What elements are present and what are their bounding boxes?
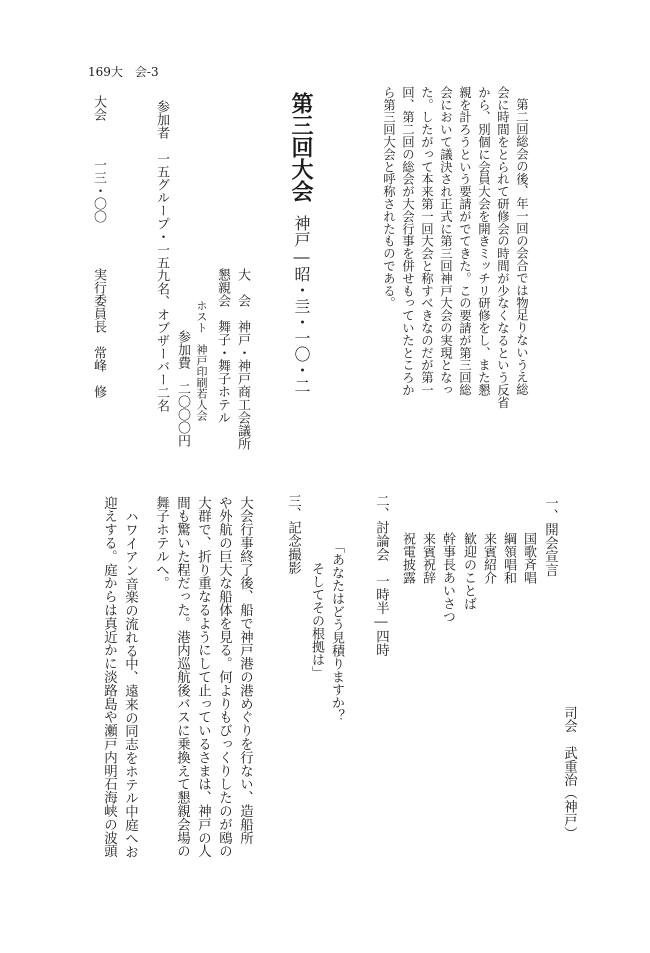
program-welcome: 歓迎のことば bbox=[461, 532, 476, 610]
program-item-1: 一、開会宣言 bbox=[542, 496, 558, 577]
intro-line-5: 会において議決され正式に第三回神戸大会の実現となっ bbox=[438, 86, 454, 396]
program-question-2: そしてその根拠は」 bbox=[309, 562, 324, 679]
narrative-line-2: や外航の巨大な船体を見る。何よりもびっくりしたのが鴎の bbox=[216, 496, 232, 858]
page-title: 第三回大会 bbox=[288, 92, 314, 202]
participants-line: 参加者 一五グループ・一五九名、オブザーバー二名 bbox=[154, 100, 169, 412]
narrative-line-6: ハワイアン音楽の流れる中、遠来の同志をホテル中庭へお bbox=[122, 510, 138, 859]
taikai-value: 一三・〇〇 bbox=[91, 158, 106, 223]
intro-line-2: 会に時間をとられて研修会の時間が少なくなるという反省 bbox=[495, 86, 511, 409]
program-item-2: 二、討論会 一時半―四時 bbox=[373, 494, 389, 657]
page-header: 169大 会-3 bbox=[88, 65, 159, 79]
intro-line-6: た。したがって本来第一回大会と称すべきなのだが第一 bbox=[419, 86, 435, 396]
program-moderator: 司会 武重治（神戸） bbox=[561, 706, 577, 840]
program-koryo: 綱領唱和 bbox=[501, 532, 516, 584]
venue-line: 大 会 神戸・神戸商工会議所 bbox=[235, 268, 250, 450]
narrative-line-1: 大会行事終了後、船で神戸港の港めぐりを行ない、造船所 bbox=[237, 496, 253, 845]
narrative-line-4: 間も驚いた程だった。港内巡航後バスに乗換えて懇親会場の bbox=[174, 496, 190, 858]
party-line: 懇親会 舞子・舞子ホテル bbox=[215, 268, 230, 424]
host-line: ホスト 神戸印刷若人会 bbox=[195, 300, 208, 421]
intro-line-4: 親を計ろうという要請がでてきた。この要請が第三回総 bbox=[457, 86, 473, 396]
program-secretary: 幹事長あいさつ bbox=[440, 532, 455, 623]
program-item-3: 三、記念撮影 bbox=[285, 494, 301, 575]
intro-line-7: 回、第二回の総会が大会行事を併せもっていたところか bbox=[400, 86, 416, 396]
narrative-line-5: 舞子ホテルへ。 bbox=[153, 496, 169, 590]
program-telegram: 祝電披露 bbox=[400, 532, 415, 584]
taikai-label: 大会 bbox=[91, 95, 106, 121]
intro-line-3: から、別個に会員大会を開きミッチリ研修をし、また懇 bbox=[476, 86, 492, 396]
narrative-line-7: 迎えする。庭からは真近かに淡路島や瀬戸内明石海峡の波頭 bbox=[101, 496, 117, 858]
program-speech: 来賓祝辞 bbox=[420, 532, 435, 584]
program-question-1: 「あなたはどう見積りますか？ bbox=[329, 540, 344, 722]
committee-line: 実行委員長 常峰 修 bbox=[91, 268, 106, 398]
intro-line-8: ら第三回大会と呼称されたものである。 bbox=[381, 86, 397, 310]
fee-line: 参加費 二〇〇〇円 bbox=[175, 330, 190, 447]
intro-line-1: 第二回総会の後、年一回の会合では物足りないうえ総 bbox=[514, 98, 530, 396]
narrative-line-3: 大群で、折り重なるようにして止っているさまは、神戸の人 bbox=[195, 496, 211, 858]
program-anthem: 国歌斉唱 bbox=[521, 532, 536, 584]
program-guests: 来賓紹介 bbox=[481, 532, 496, 584]
page-subtitle: 神戸―昭・亖・一〇・二 bbox=[292, 215, 311, 394]
